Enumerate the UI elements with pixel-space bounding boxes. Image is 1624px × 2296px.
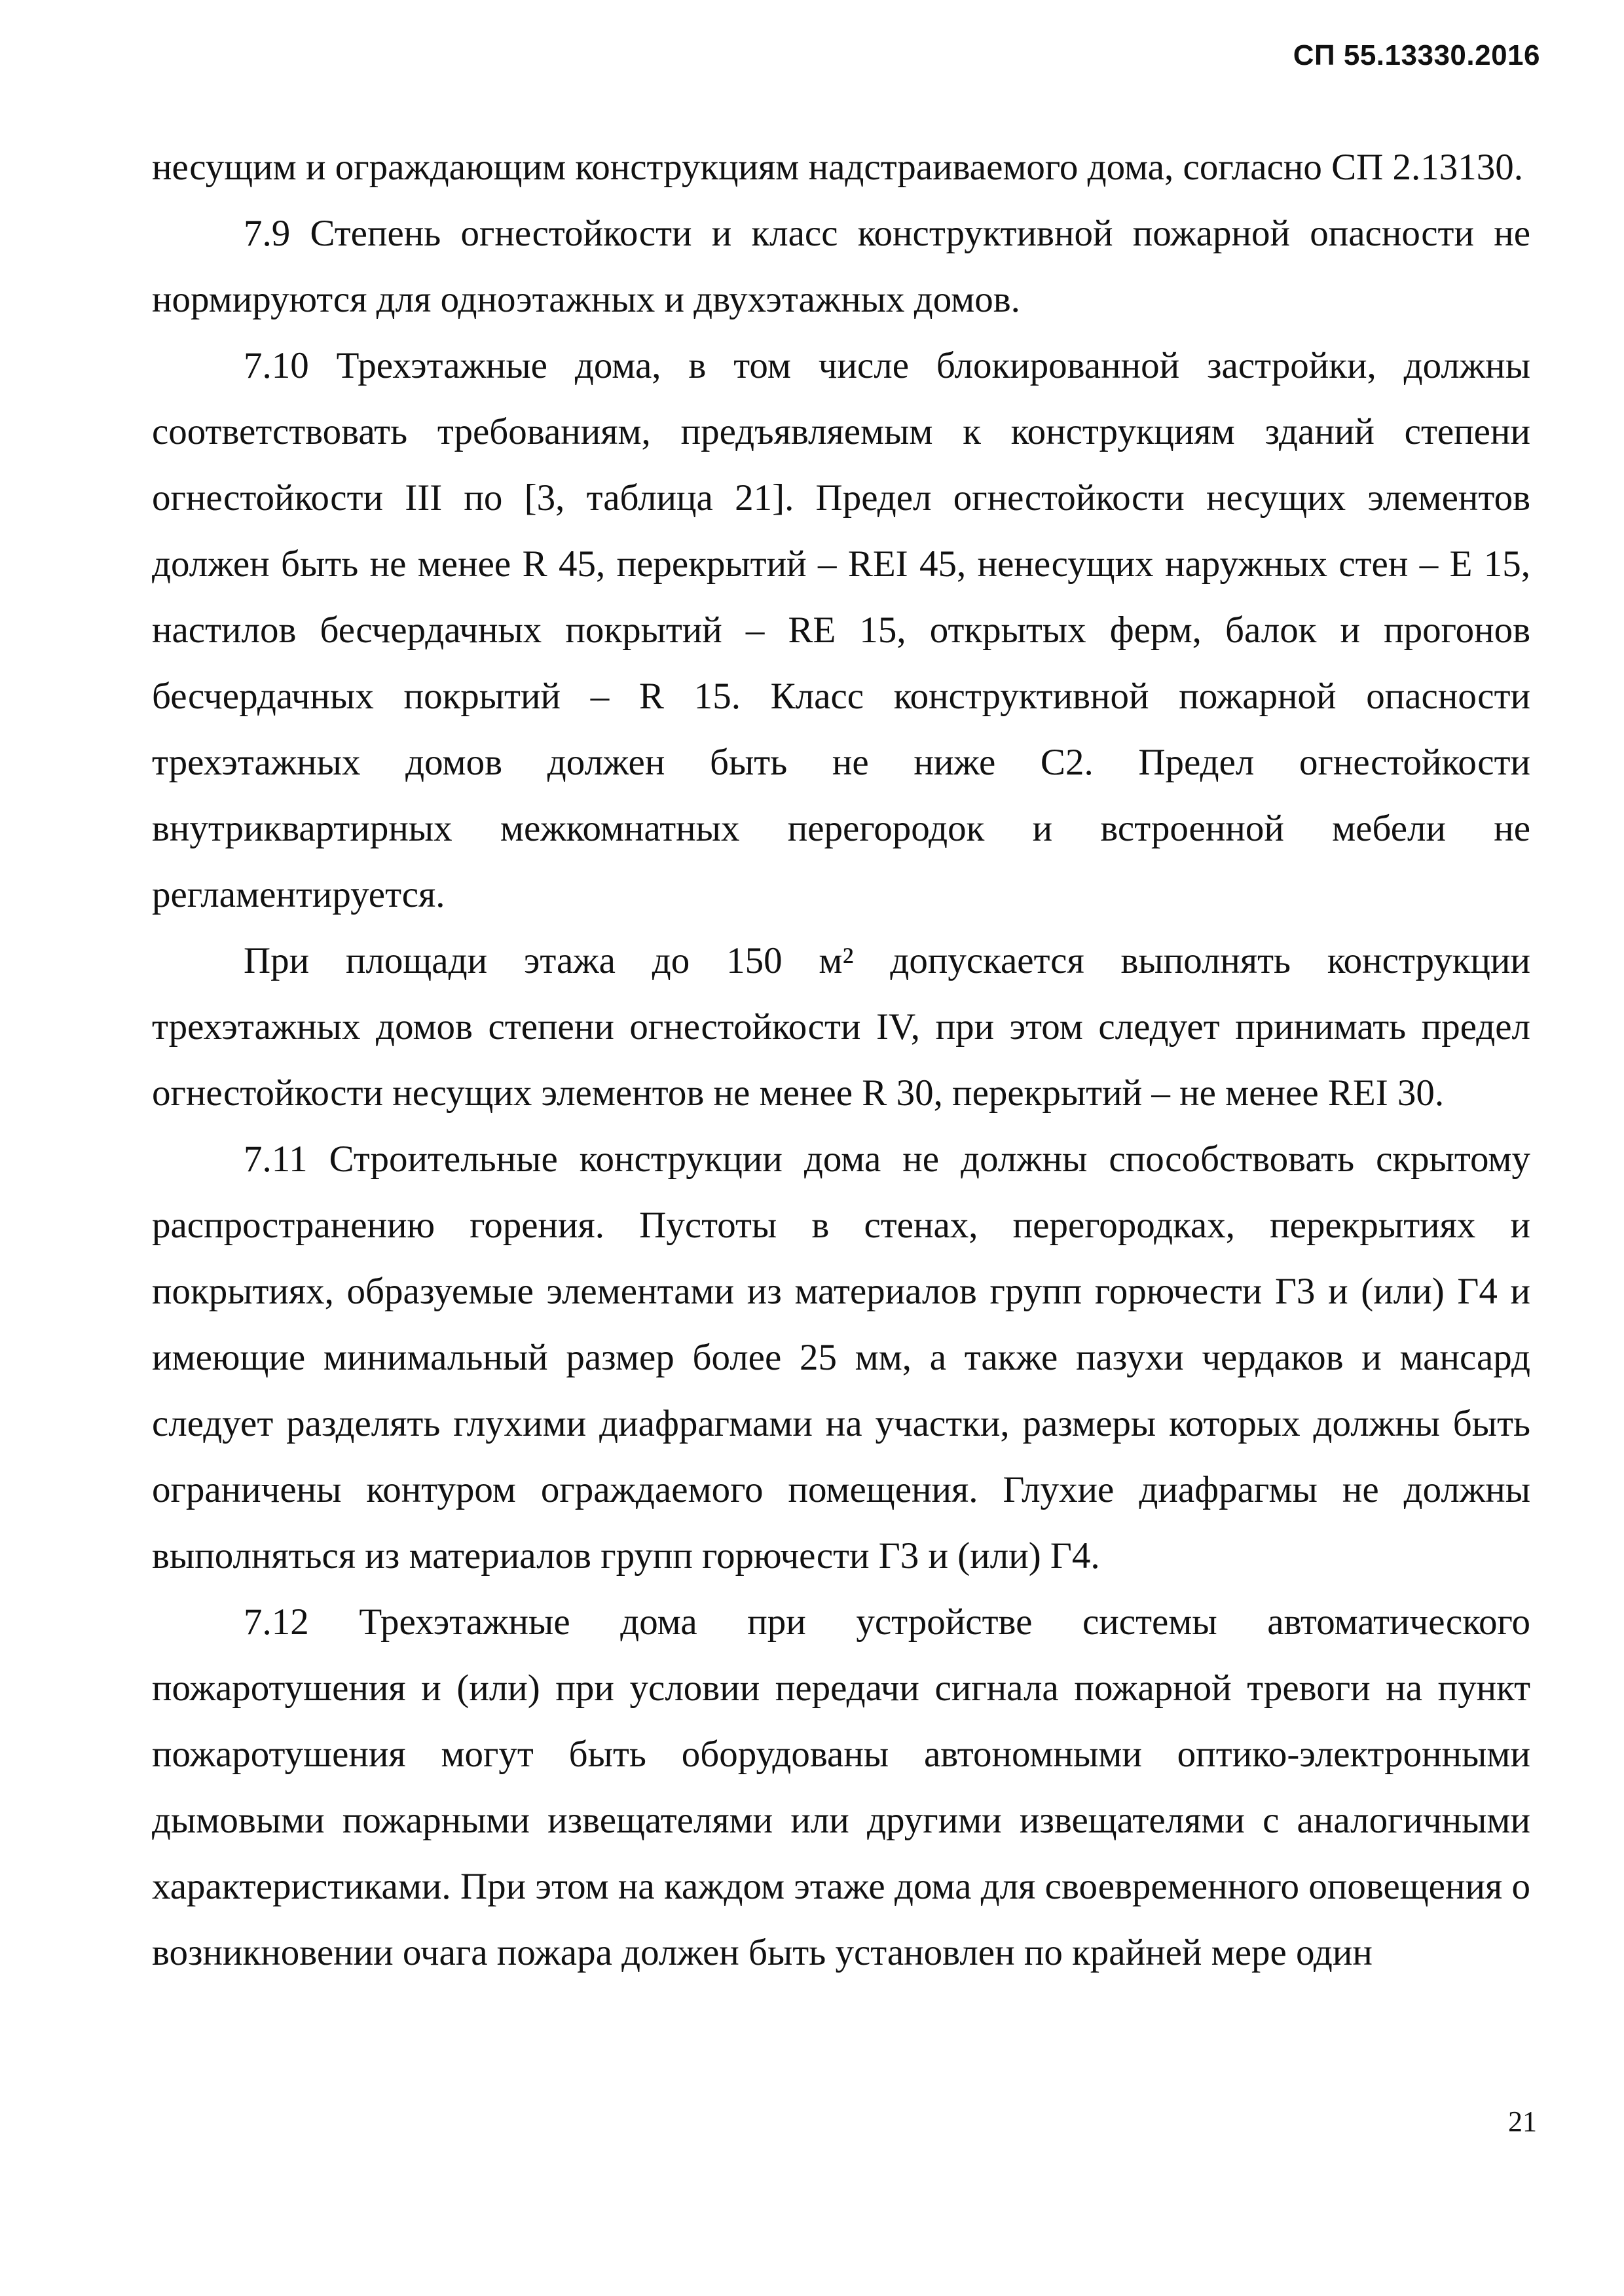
page-body [152, 134, 1530, 1986]
paragraph-7-12: 7.12 Трехэтажные дома при устройстве системы автоматического пожаротушения и (или) при условии передачи сигнала пожарной тревоги на пункт пожаротушения могут быть оборудованы автономными оптико-электронными дымовыми пожарными извещателями или другими извещателями с аналогичными характеристиками. При этом на каждом этаже дома для своевременного оповещения о возникновении очага пожара должен быть установлен по крайней мере один [152, 1601, 1530, 1973]
paragraph-7-9: 7.9 Степень огнестойкости и класс конструктивной пожарной опасности не нормируются для одноэтажных и двухэтажных домов. [152, 213, 1530, 320]
paragraph-continuation: несущим и ограждающим конструкциям надстраиваемого дома, согласно СП 2.13130. [152, 147, 1524, 188]
paragraph-7-10: 7.10 Трехэтажные дома, в том числе блокированной застройки, должны соответствовать требованиям, предъявляемым к конструкциям зданий степени огнестойкости III по [3, таблица 21]. Предел огнестойкости несущих элементов должен быть не менее R 45, перекрытий – REI 45, ненесущих наружных стен – E 15, настилов бесчердачных покрытий – RE 15, открытых ферм, балок и прогонов бесчердачных покрытий – R 15. Класс конструктивной пожарной опасности трехэтажных домов должен быть не ниже С2. Предел огнестойкости внутриквартирных межкомнатных перегородок и встроенной мебели не регламентируется. [152, 345, 1530, 915]
paragraph-7-10-note: При площади этажа до 150 м² допускается выполнять конструкции трехэтажных домов степени огнестойкости IV, при этом следует принимать предел огнестойкости несущих элементов не менее R 30, перекрытий – не менее REI 30. [152, 940, 1530, 1114]
page-number: 21 [1508, 2105, 1537, 2138]
paragraph-7-11: 7.11 Строительные конструкции дома не должны способствовать скрытому распространению горения. Пустоты в стенах, перегородках, перекрытиях и покрытиях, образуемые элементами из материалов групп горючести Г3 и (или) Г4 и имеющие минимальный размер более 25 мм, а также пазухи чердаков и мансард следует разделять глухими диафрагмами на участки, размеры которых должны быть ограничены контуром ограждаемого помещения. Глухие диафрагмы не должны выполняться из материалов групп горючести Г3 и (или) Г4. [152, 1139, 1530, 1576]
document-code: СП 55.13330.2016 [1293, 39, 1540, 71]
